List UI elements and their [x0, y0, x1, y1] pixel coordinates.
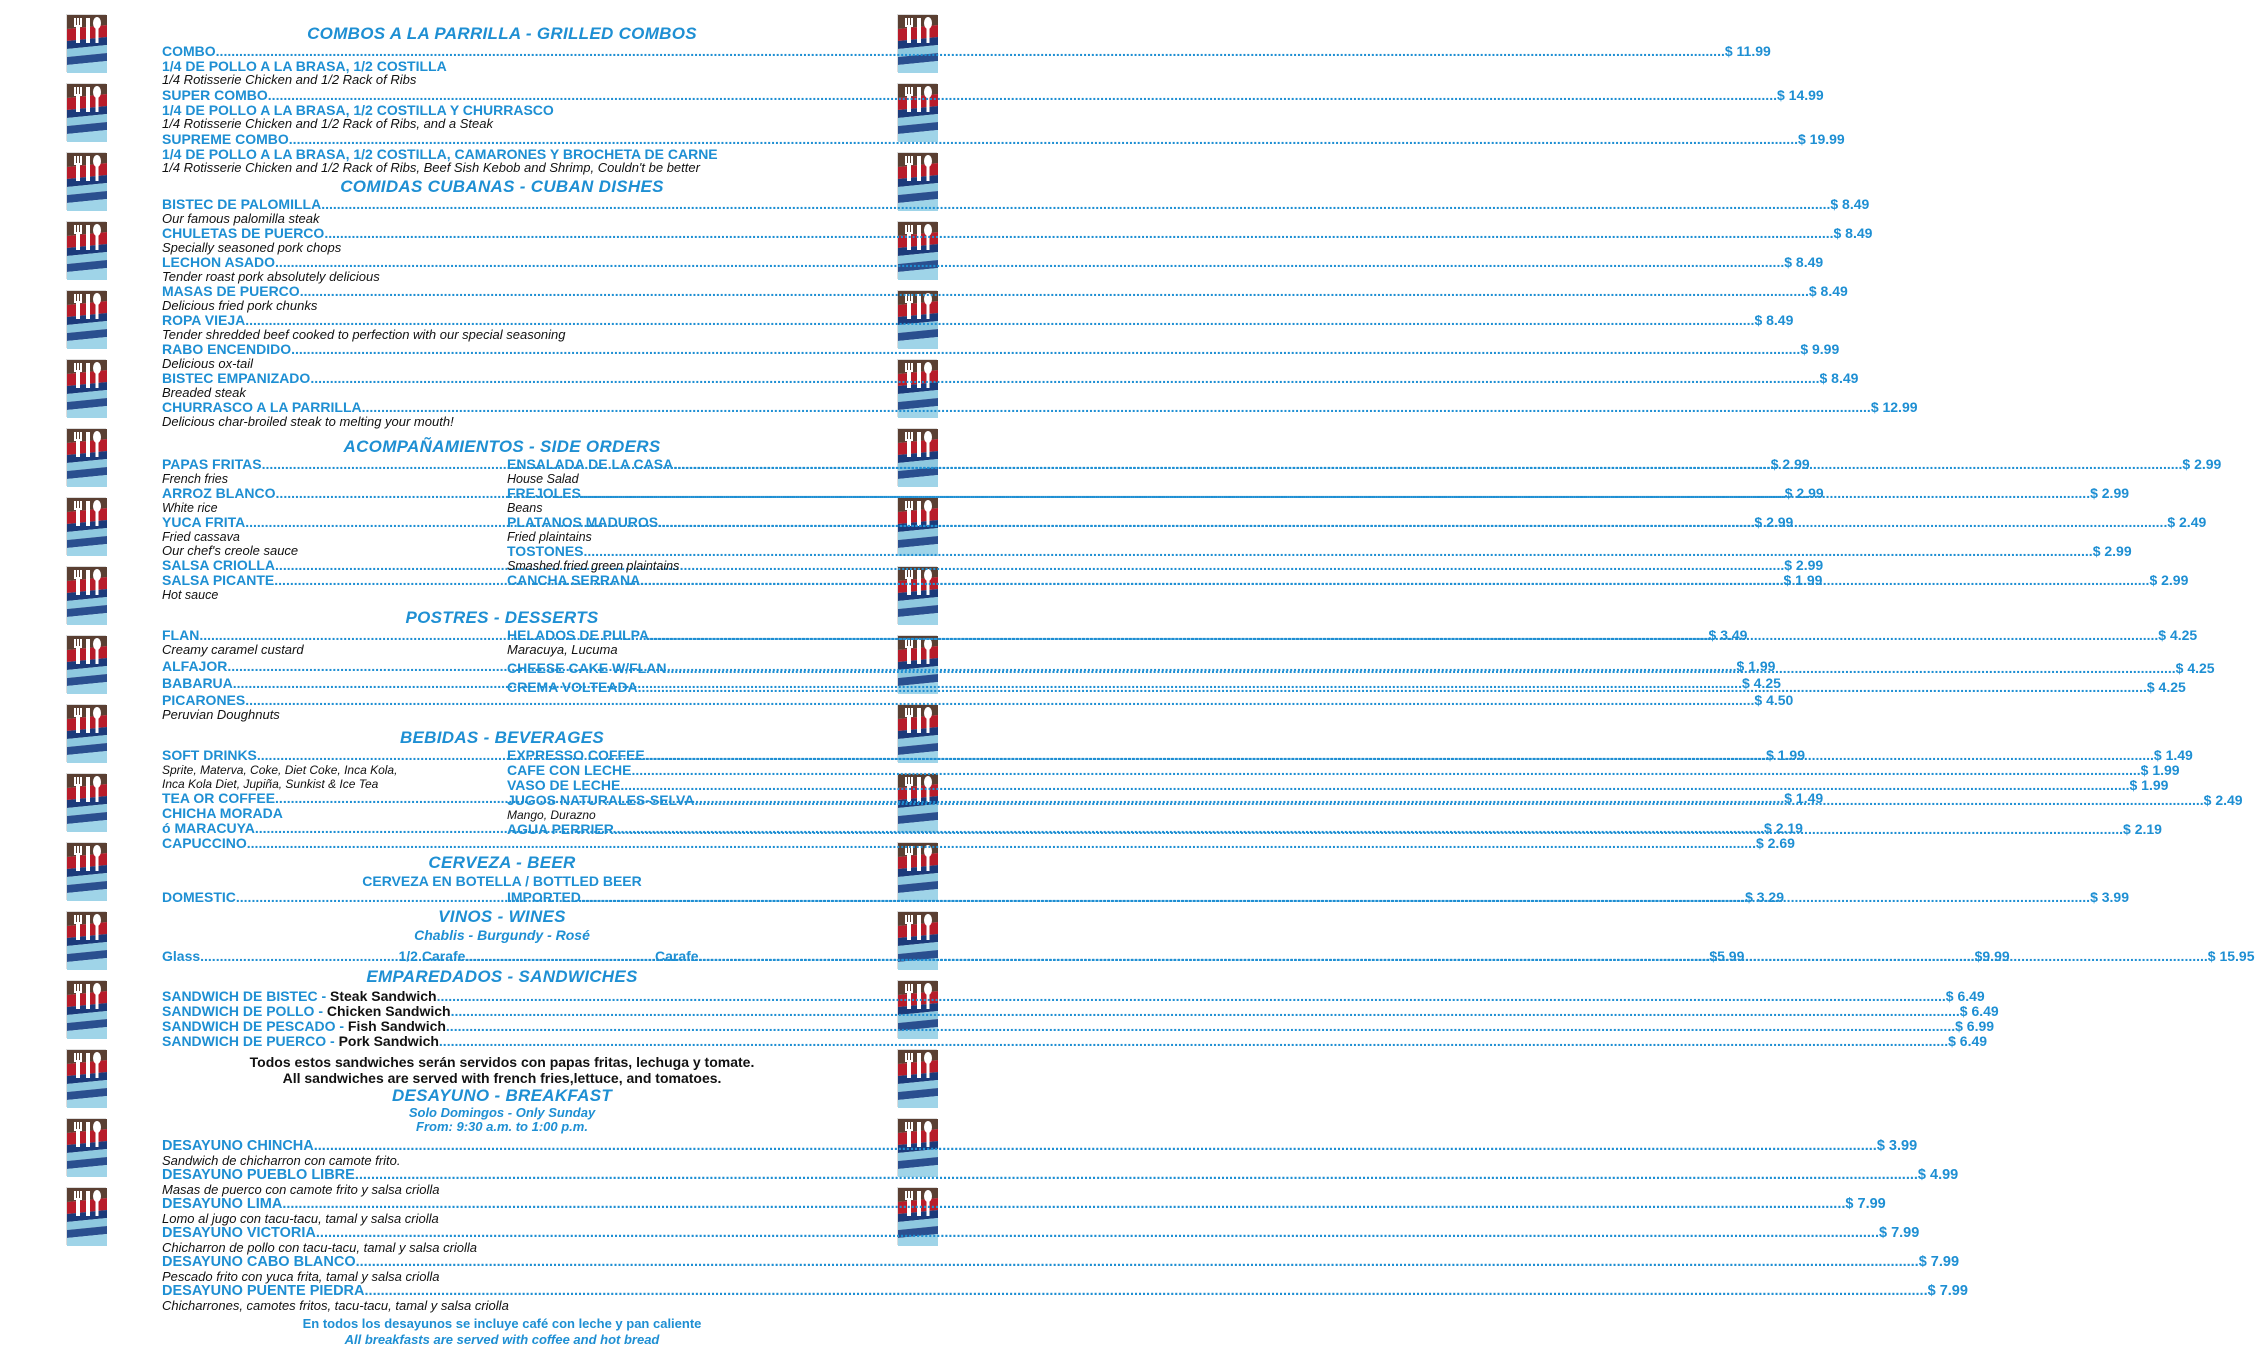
sandwich-item	[162, 1033, 1988, 1049]
item-price: $ 1.99	[2140, 762, 2180, 778]
item-name: ENSALADA DE LA CASA	[507, 456, 674, 472]
item-name: DESAYUNO LIMA	[162, 1196, 283, 1212]
item-name: 1/2 Carafe	[398, 948, 466, 964]
cuban-title: COMIDAS CUBANAS - CUBAN DISHES	[340, 177, 664, 196]
item-desc: White rice	[162, 501, 218, 515]
item-price: $ 4.25	[2175, 660, 2215, 676]
item-name-es: SANDWICH DE POLLO -	[162, 1003, 327, 1019]
border-tile	[66, 980, 106, 1038]
item-price: $ 2.99	[2090, 485, 2130, 501]
item-price: $ 7.99	[1918, 1254, 1960, 1270]
menu-item	[162, 1196, 1886, 1226]
cutlery-stripes-icon	[67, 1050, 107, 1108]
border-tile	[66, 1187, 106, 1245]
item-desc: Our famous palomilla steak	[162, 211, 320, 226]
item-price: $ 2.19	[2123, 821, 2162, 837]
item-price: $ 2.99	[1770, 456, 1810, 472]
menu-item	[507, 762, 2180, 778]
item-desc: Smashed fried green plaintains	[507, 559, 680, 573]
item-price: $ 2.99	[2092, 543, 2132, 559]
item-name: PICARONES	[162, 692, 246, 708]
item-name: DESAYUNO PUENTE PIEDRA	[162, 1283, 365, 1299]
sandwiches-title: EMPAREDADOS - SANDWICHES	[366, 967, 638, 986]
item-name: BISTEC EMPANIZADO	[162, 370, 311, 386]
item-name-en: Steak Sandwich	[330, 988, 437, 1004]
beer-subtitle: CERVEZA EN BOTELLA / BOTTLED BEER	[362, 873, 642, 889]
menu-item	[162, 196, 1870, 226]
item-desc: Delicious fried pork chunks	[162, 298, 318, 313]
item-desc: 1/4 Rotisserie Chicken and 1/2 Rack of Ribs, Beef Sish Kebob and Shrimp, Couldn't be better	[162, 160, 700, 175]
item-name: CAPUCCINO	[162, 835, 247, 851]
menu-item	[162, 283, 1848, 313]
border-tile	[66, 704, 106, 762]
item-name: BISTEC DE PALOMILLA	[162, 196, 322, 212]
item-desc: Tender roast pork absolutely delicious	[162, 269, 380, 284]
sandwich-note-en: All sandwiches are served with french fries,lettuce, and tomatoes.	[282, 1070, 722, 1086]
item-price: $ 1.99	[1766, 747, 1806, 763]
item-name: SOFT DRINKS	[162, 747, 257, 763]
menu-item	[162, 1225, 1920, 1255]
item-name: DESAYUNO CHINCHA	[162, 1138, 314, 1154]
item-price: $ 1.99	[1783, 572, 1823, 588]
item-name: CHURRASCO A LA PARRILLA	[162, 399, 362, 415]
item-desc: Delicious char-broiled steak to melting your mouth!	[162, 414, 454, 429]
item-name: VASO DE LECHE	[507, 777, 621, 793]
menu-item	[507, 777, 2169, 793]
item-desc: Inca Kola Diet, Jupiña, Sunkist & Ice Tea	[162, 777, 379, 791]
item-price: $ 8.49	[1819, 370, 1859, 386]
border-tile	[897, 1049, 937, 1107]
sandwich-item	[162, 988, 1985, 1004]
item-name: CREMA VOLTEADA	[507, 679, 638, 695]
item-name: COMBO	[162, 43, 216, 59]
item-name: CAFE CON LECHE	[507, 762, 632, 778]
item-prefix: CHICHA MORADA	[162, 805, 283, 821]
item-name: PLATANOS MADUROS	[507, 514, 659, 530]
item-name: TEA OR COFFEE	[162, 790, 276, 806]
item-name: CHEESE CAKE W/FLAN	[507, 660, 667, 676]
item-price: $ 2.99	[2149, 572, 2189, 588]
border-tile	[66, 14, 106, 72]
combo-item	[162, 131, 1845, 175]
item-name: ARROZ BLANCO	[162, 485, 276, 501]
combo-item	[162, 43, 1771, 87]
item-price: $ 6.49	[1959, 1003, 1999, 1019]
beverages-title: BEBIDAS - BEVERAGES	[399, 728, 605, 747]
border-tile	[66, 497, 106, 555]
item-desc: Lomo al jugo con tacu-tacu, tamal y salsa criolla	[162, 1211, 439, 1226]
item-price: $9.99	[1974, 948, 2010, 964]
breakfast-title: DESAYUNO - BREAKFAST	[391, 1086, 613, 1105]
border-tile	[66, 1049, 106, 1107]
item-name-en: Pork Sandwich	[338, 1033, 439, 1049]
cutlery-stripes-icon	[67, 291, 107, 349]
item-name-es: SANDWICH DE BISTEC -	[162, 988, 330, 1004]
sandwich-list	[162, 988, 1999, 1049]
item-desc: Tender shredded beef cooked to perfection with our special seasoning	[162, 327, 566, 342]
breakfast-note-en: All breakfasts are served with coffee and hot bread	[344, 1332, 660, 1347]
border-tile	[66, 359, 106, 417]
menu-item	[162, 399, 1918, 429]
breakfast-note-es: En todos los desayunos se incluye café con leche y pan caliente	[302, 1316, 702, 1331]
item-desc: Creamy caramel custard	[162, 642, 304, 657]
item-price: $ 14.99	[1776, 87, 1824, 103]
sandwich-note-es: Todos estos sandwiches serán servidos con papas fritas, lechuga y tomate.	[249, 1054, 755, 1070]
item-name: LECHON ASADO	[162, 254, 276, 270]
menu-item	[162, 370, 1859, 400]
item-desc: Fried plaintains	[507, 530, 592, 544]
combos-title: COMBOS A LA PARRILLA - GRILLED COMBOS	[307, 24, 697, 43]
item-price: $ 3.99	[1876, 1138, 1918, 1154]
sandwich-item	[162, 1018, 1995, 1034]
item-price: $ 6.49	[1945, 988, 1985, 1004]
menu-item	[507, 456, 2222, 486]
item-price: $ 8.49	[1830, 196, 1870, 212]
item-name: SALSA CRIOLLA	[162, 557, 276, 573]
item-price: $ 15.95	[2207, 948, 2255, 964]
item-name: PAPAS FRITAS	[162, 456, 262, 472]
item-price: $ 3.49	[1708, 627, 1748, 643]
item-price: $ 12.99	[1870, 399, 1918, 415]
menu-item	[162, 692, 1794, 722]
item-desc: Our chef's creole sauce	[162, 543, 299, 558]
item-price: $ 1.49	[1784, 790, 1824, 806]
item-price: $ 1.99	[1736, 658, 1776, 674]
item-name: ALFAJOR	[162, 658, 228, 674]
breakfast-days: Solo Domingos - Only Sunday	[408, 1105, 596, 1120]
item-name: Glass	[162, 948, 201, 964]
breakfast-hours: From: 9:30 a.m. to 1:00 p.m.	[416, 1119, 588, 1134]
item-name-en: Fish Sandwich	[347, 1018, 446, 1034]
item-price: $ 4.25	[2158, 627, 2198, 643]
border-tile	[66, 221, 106, 279]
cutlery-stripes-icon	[67, 15, 107, 73]
item-name: DESAYUNO PUEBLO LIBRE	[162, 1167, 355, 1183]
item-price: $ 4.25	[2146, 679, 2186, 695]
item-desc: French fries	[162, 472, 228, 486]
menu-item	[162, 1138, 1918, 1168]
item-price: $ 8.49	[1784, 254, 1824, 270]
item-desc: Delicious ox-tail	[162, 356, 254, 371]
item-name-es: SANDWICH DE PESCADO -	[162, 1018, 348, 1034]
cutlery-stripes-icon	[67, 222, 107, 280]
cutlery-stripes-icon	[67, 912, 107, 970]
item-name: AGUA PERRIER	[507, 821, 614, 837]
item-price: $5.99	[1709, 948, 1745, 964]
border-tile	[66, 290, 106, 348]
item-name: SUPREME COMBO	[162, 131, 289, 147]
cutlery-stripes-icon	[67, 705, 107, 763]
item-name: RABO ENCENDIDO	[162, 341, 292, 357]
item-price: $ 2.99	[1784, 485, 1824, 501]
menu	[162, 24, 2255, 1348]
cutlery-stripes-icon	[67, 636, 107, 694]
item-price: $ 3.29	[1745, 889, 1785, 905]
desserts-columns	[162, 627, 2215, 724]
sandwich-item	[162, 1003, 1999, 1019]
menu-item	[507, 543, 2132, 573]
menu-item	[162, 312, 1794, 342]
cutlery-stripes-icon	[67, 1119, 107, 1177]
item-name: DESAYUNO VICTORIA	[162, 1225, 316, 1241]
item-desc: Masas de puerco con camote frito y salsa criolla	[162, 1182, 440, 1197]
breakfast-list	[162, 1138, 1968, 1313]
border-tile	[66, 1118, 106, 1176]
item-desc: Mango, Durazno	[507, 808, 596, 822]
item-price: $ 2.69	[1755, 835, 1795, 851]
desserts-title: POSTRES - DESSERTS	[405, 608, 599, 627]
wines-title: VINOS - WINES	[438, 907, 566, 926]
menu-item	[162, 1167, 1959, 1197]
item-name: ó MARACUYA	[162, 820, 255, 836]
cutlery-stripes-icon	[67, 843, 107, 901]
border-tile	[66, 152, 106, 210]
item-price: $ 2.99	[2182, 456, 2222, 472]
item-price: $ 2.99	[1784, 557, 1824, 573]
cutlery-stripes-icon	[67, 1188, 107, 1246]
item-desc: Sandwich de chicharron con camote frito.	[162, 1153, 401, 1168]
item-name: YUCA FRITA	[162, 514, 246, 530]
item-price: $ 6.99	[1955, 1018, 1995, 1034]
menu-item	[507, 485, 2130, 515]
item-name: DESAYUNO CABO BLANCO	[162, 1254, 356, 1270]
item-price: $ 1.99	[2129, 777, 2169, 793]
menu-item	[162, 1283, 1968, 1313]
item-price: $ 3.99	[2090, 889, 2130, 905]
cutlery-stripes-icon	[67, 360, 107, 418]
item-desc: Specially seasoned pork chops	[162, 240, 342, 255]
border-tile	[66, 635, 106, 693]
item-name: JUGOS NATURALES-SELVA	[507, 792, 695, 808]
item-name: BABARUA	[162, 675, 233, 691]
item-price: $ 4.99	[1917, 1167, 1959, 1183]
item-spanish: 1/4 DE POLLO A LA BRASA, 1/2 COSTILLA	[162, 58, 447, 74]
menu-item	[162, 835, 1795, 851]
item-name: MASAS DE PUERCO	[162, 283, 300, 299]
item-name: FLAN	[162, 627, 200, 643]
item-desc: Fried cassava	[162, 530, 240, 544]
item-desc: Peruvian Doughnuts	[162, 707, 280, 722]
item-price: $ 11.99	[1724, 43, 1771, 59]
item-name: TOSTONES	[507, 543, 584, 559]
item-price: $ 9.99	[1800, 341, 1840, 357]
item-desc: Chicharrones, camotes fritos, tacu-tacu, tamal y salsa criolla	[162, 1298, 509, 1313]
item-price: $ 2.49	[2203, 792, 2243, 808]
item-spanish: 1/4 DE POLLO A LA BRASA, 1/2 COSTILLA, CAMARONES Y BROCHETA DE CARNE	[162, 146, 718, 162]
item-name: FREJOLES	[507, 485, 581, 501]
cutlery-stripes-icon	[67, 567, 107, 625]
wines-row	[162, 948, 2255, 964]
cutlery-stripes-icon	[67, 84, 107, 142]
cutlery-stripes-icon	[898, 1050, 938, 1108]
menu-item	[162, 225, 1873, 255]
beer-title: CERVEZA - BEER	[428, 853, 576, 872]
item-price: $ 8.49	[1808, 283, 1848, 299]
item-price: $ 8.49	[1833, 225, 1873, 241]
sides-title: ACOMPAÑAMIENTOS - SIDE ORDERS	[343, 437, 661, 456]
item-desc: Beans	[507, 501, 543, 515]
menu-item	[162, 1254, 1960, 1284]
item-price: $ 1.49	[2153, 747, 2193, 763]
item-desc: Pescado frito con yuca frita, tamal y salsa criolla	[162, 1269, 440, 1284]
cutlery-stripes-icon	[67, 429, 107, 487]
item-name: SALSA PICANTE	[162, 572, 275, 588]
menu-item	[162, 341, 1840, 371]
beverages-columns	[162, 747, 2243, 851]
item-price: $ 4.25	[1741, 675, 1781, 691]
item-name: HELADOS DE PULPA	[507, 627, 650, 643]
item-price: $ 6.49	[1948, 1033, 1988, 1049]
item-name-es: SANDWICH DE PUERCO -	[162, 1033, 339, 1049]
menu-item	[507, 821, 2162, 837]
cutlery-stripes-icon	[67, 981, 107, 1039]
item-name: Carafe	[655, 948, 699, 964]
cutlery-stripes-icon	[67, 774, 107, 832]
item-price: $ 8.49	[1754, 312, 1794, 328]
item-price: $ 2.19	[1764, 820, 1803, 836]
item-name-en: Chicken Sandwich	[326, 1003, 451, 1019]
item-desc: Chicharron de pollo con tacu-tacu, tamal y salsa criolla	[162, 1240, 478, 1255]
item-desc: 1/4 Rotisserie Chicken and 1/2 Rack of Ribs	[162, 72, 417, 87]
item-price: $ 7.99	[1927, 1283, 1968, 1299]
cuban-list	[162, 196, 1918, 429]
menu-item	[507, 679, 2186, 695]
item-name: EXPRESSO COFFEE	[507, 747, 645, 763]
border-tile	[66, 428, 106, 486]
item-spanish: 1/4 DE POLLO A LA BRASA, 1/2 COSTILLA Y CHURRASCO	[162, 102, 554, 118]
item-name: IMPORTED	[507, 889, 581, 905]
border-tile	[66, 83, 106, 141]
wines-subtitle: Chablis - Burgundy - Rosé	[414, 927, 590, 943]
item-name: SUPER COMBO	[162, 87, 268, 103]
border-tile	[66, 773, 106, 831]
border-tile	[66, 842, 106, 900]
combo-item	[162, 87, 1824, 131]
cutlery-stripes-icon	[67, 153, 107, 211]
menu-item	[162, 254, 1824, 284]
item-price: $ 7.99	[1845, 1196, 1886, 1212]
item-desc: Maracuya, Lucuma	[507, 642, 618, 657]
cutlery-stripes-icon	[67, 498, 107, 556]
item-desc: Hot sauce	[162, 588, 219, 602]
border-tile	[66, 911, 106, 969]
sides-columns	[162, 456, 2222, 602]
item-name: CHULETAS DE PUERCO	[162, 225, 325, 241]
item-desc: House Salad	[507, 472, 579, 486]
item-desc: 1/4 Rotisserie Chicken and 1/2 Rack of Ribs, and a Steak	[162, 116, 493, 131]
item-price: $ 2.49	[2167, 514, 2207, 530]
left-border	[66, 14, 106, 1256]
item-name: ROPA VIEJA	[162, 312, 246, 328]
item-price: $ 2.99	[1754, 514, 1794, 530]
item-name: CANCHA SERRANA	[507, 572, 641, 588]
item-desc: Sprite, Materva, Coke, Diet Coke, Inca Kola,	[162, 763, 398, 777]
item-price: $ 19.99	[1797, 131, 1845, 147]
item-name: DOMESTIC	[162, 889, 236, 905]
item-price: $ 4.50	[1754, 692, 1794, 708]
border-tile	[66, 566, 106, 624]
item-desc: Breaded steak	[162, 385, 246, 400]
beer-columns	[162, 889, 2130, 905]
item-price: $ 7.99	[1879, 1225, 1920, 1241]
